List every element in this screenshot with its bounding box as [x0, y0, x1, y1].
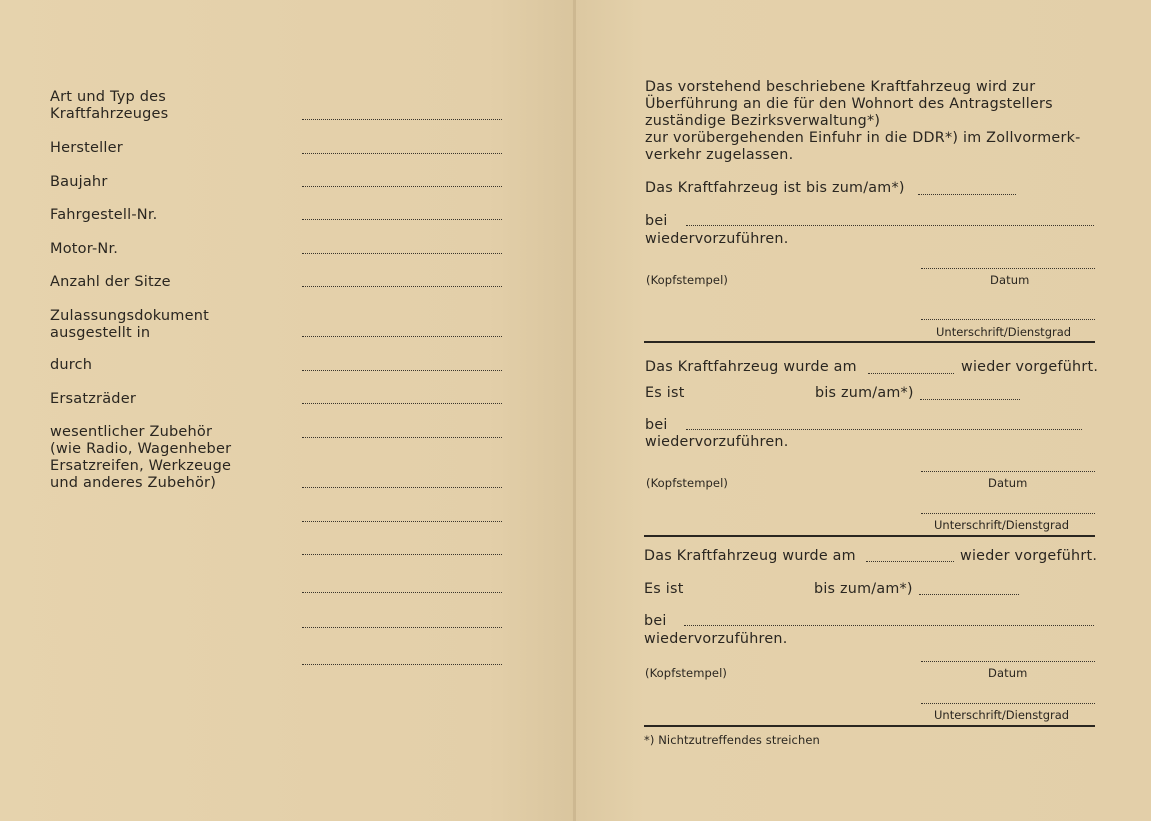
bis-zum-line-3[interactable] — [919, 594, 1019, 595]
signature-label-1: Unterschrift/Dienstgrad — [936, 325, 1072, 339]
present-again-label-1: wiedervorzuführen. — [645, 231, 789, 247]
vehicle-type-line[interactable] — [302, 119, 502, 120]
accessories-line-3[interactable] — [302, 521, 502, 522]
bei-label-3: bei — [644, 613, 667, 629]
field-label-engine-number: Motor-Nr. — [50, 241, 119, 257]
bei-label-1: bei — [645, 213, 668, 229]
signature-line-2[interactable] — [921, 513, 1095, 514]
until-date-line[interactable] — [918, 194, 1016, 195]
date-line-3[interactable] — [921, 661, 1095, 662]
seats-line[interactable] — [302, 286, 502, 287]
present-again-label-2: wiedervorzuführen. — [645, 434, 789, 450]
left-page — [0, 0, 575, 821]
field-label-year: Baujahr — [50, 174, 108, 190]
field-label-issued-by: durch — [50, 357, 93, 373]
registration-document-line[interactable] — [302, 336, 502, 337]
bis-zum-label-2: bis zum/am*) — [815, 385, 914, 401]
section-divider-1 — [644, 341, 1095, 343]
stamp-label-3: (Kopfstempel) — [645, 666, 727, 680]
presented-date-line-2[interactable] — [868, 373, 954, 374]
presented-again-label-2: Das Kraftfahrzeug wurde am — [645, 359, 857, 375]
accessories-line-7[interactable] — [302, 664, 502, 665]
office-line-3[interactable] — [684, 625, 1094, 626]
footnote: *) Nichtzutreffendes streichen — [644, 733, 820, 747]
presented-date-line-3[interactable] — [866, 561, 954, 562]
date-line-2[interactable] — [921, 471, 1095, 472]
date-line-1[interactable] — [921, 268, 1095, 269]
es-ist-label-2: Es ist — [645, 385, 685, 401]
field-label-seats: Anzahl der Sitze — [50, 274, 171, 290]
bis-zum-line-2[interactable] — [920, 399, 1020, 400]
manufacturer-line[interactable] — [302, 153, 502, 154]
presented-suffix-3: wieder vorgeführt. — [960, 548, 1098, 564]
office-line-2[interactable] — [686, 429, 1082, 430]
signature-line-1[interactable] — [921, 319, 1095, 320]
spare-wheels-line[interactable] — [302, 403, 502, 404]
field-label-manufacturer: Hersteller — [50, 140, 123, 156]
year-line[interactable] — [302, 186, 502, 187]
page-fold — [573, 0, 576, 821]
accessories-line-5[interactable] — [302, 592, 502, 593]
field-label-accessories: wesentlicher Zubehör (wie Radio, Wagenheber Ersatzreifen, Werkzeuge und anderes Zubehör) — [50, 424, 232, 491]
date-label-1: Datum — [990, 273, 1030, 287]
field-label-registration-document: Zulassungsdokument ausgestellt in — [50, 308, 210, 341]
signature-line-3[interactable] — [921, 703, 1095, 704]
stamp-label-2: (Kopfstempel) — [646, 476, 728, 490]
field-label-chassis-number: Fahrgestell-Nr. — [50, 207, 158, 223]
present-again-label-3: wiedervorzuführen. — [644, 631, 788, 647]
section-divider-2 — [644, 535, 1095, 537]
accessories-line-6[interactable] — [302, 627, 502, 628]
signature-label-2: Unterschrift/Dienstgrad — [934, 518, 1070, 532]
accessories-line-1[interactable] — [302, 437, 502, 438]
accessories-line-4[interactable] — [302, 554, 502, 555]
office-line-1[interactable] — [686, 225, 1094, 226]
signature-label-3: Unterschrift/Dienstgrad — [934, 708, 1070, 722]
stamp-label-1: (Kopfstempel) — [646, 273, 728, 287]
field-label-spare-wheels: Ersatzräder — [50, 391, 136, 407]
bei-label-2: bei — [645, 417, 668, 433]
engine-number-line[interactable] — [302, 253, 502, 254]
section-divider-3 — [644, 725, 1095, 727]
bis-zum-label-3: bis zum/am*) — [814, 581, 913, 597]
date-label-2: Datum — [988, 476, 1028, 490]
chassis-number-line[interactable] — [302, 219, 502, 220]
presented-suffix-2: wieder vorgeführt. — [961, 359, 1099, 375]
presented-again-label-3: Das Kraftfahrzeug wurde am — [644, 548, 856, 564]
issued-by-line[interactable] — [302, 370, 502, 371]
until-date-label: Das Kraftfahrzeug ist bis zum/am*) — [645, 180, 905, 196]
field-label-vehicle-type: Art und Typ des Kraftfahrzeuges — [50, 89, 169, 122]
permit-intro-text: Das vorstehend beschriebene Kraftfahrzeug wird zur Überführung an die für den Wohnort des Antragstellers zuständige Bezirksverwaltung*) zur vorübergehenden Einfuhr in die DDR*) im Zollvormerk- verkehr zugelassen. — [645, 79, 1081, 163]
date-label-3: Datum — [988, 666, 1028, 680]
accessories-line-2[interactable] — [302, 487, 502, 488]
es-ist-label-3: Es ist — [644, 581, 684, 597]
